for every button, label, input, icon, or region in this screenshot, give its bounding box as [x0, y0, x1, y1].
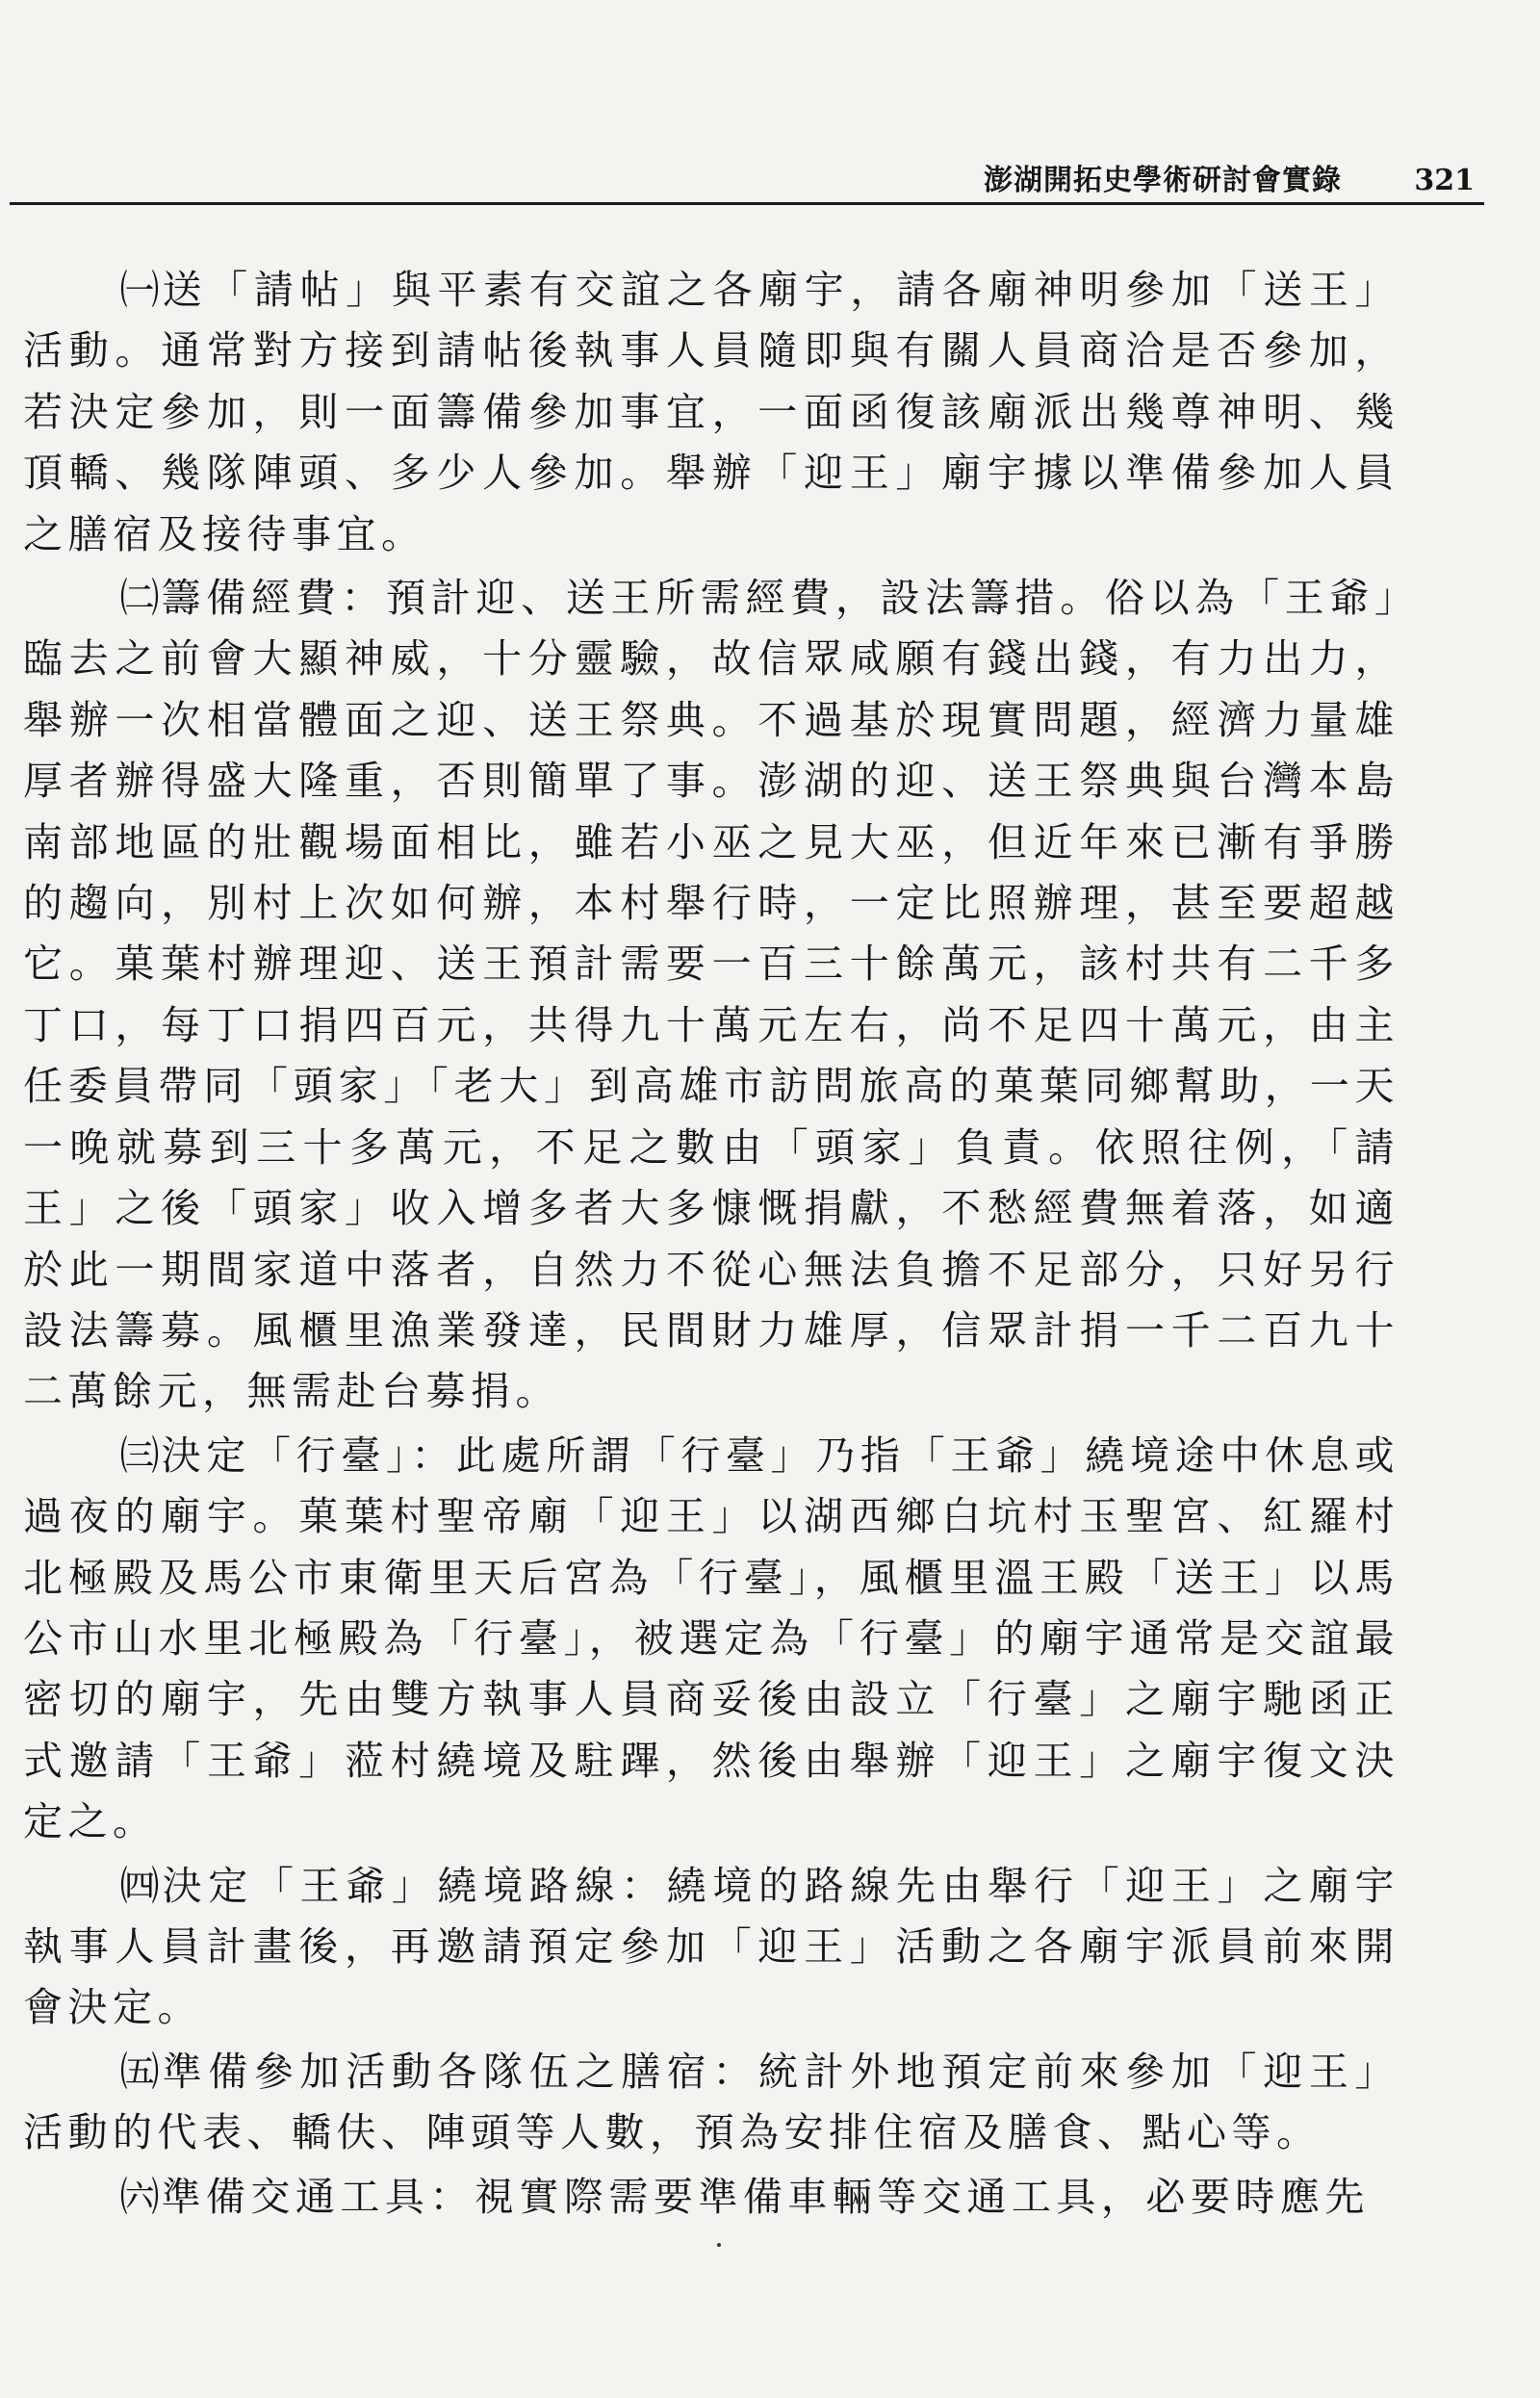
paragraph-text: 準備交通工具：視實際需要準備車輛等交通工具，必要時應先	[161, 2173, 1370, 2220]
item-marker: ㈡	[119, 575, 162, 622]
paragraph-text: 籌備經費：預計迎、送王所需經費，設法籌措。俗以為「王爺」臨去之前會大顯神威，十分靈驗，故信眾咸願有錢出錢，有力出力，舉辦一次相當體面之迎、送王祭典。不過基於現實問題，經濟力量雄厚者辦得盛大隆重，否則簡單了事。澎湖的迎、送王祭典與台灣本島南部地區的壯觀場面相比，雖若小巫之見大巫，但近年來已漸有爭勝的趨向，別村上次如何辦，本村舉行時，一定比照辦理，甚至要超越它。菓葉村辦理迎、送王預計需要一百三十餘萬元，該村共有二千多丁口，每丁口捐四百元，共得九十萬元左右，尚不足四十萬元，由主任委員帶同「頭家」「老大」到高雄市訪問旅高的菓葉同鄉幫助，一天一晚就募到三十多萬元，不足之數由「頭家」負責。依照往例，「請王」之後「頭家」收入增多者大多慷慨捐獻，不愁經費無着落，如適於此一期間家道中落者，自然力不從心無法負擔不足部分，只好另行設法籌募。風櫃里漁業發達，民間財力雄厚，信眾計捐一千二百九十二萬餘元，無需赴台募捐。	[23, 575, 1400, 1415]
paragraph-text: 準備參加活動各隊伍之膳宿：統計外地預定前來參加「迎王」活動的代表、轎伕、陣頭等人數，預為安排住宿及膳食、點心等。	[23, 2048, 1400, 2156]
item-marker: ㈤	[119, 2048, 163, 2095]
header-rule	[10, 202, 1484, 205]
item-marker: ㈥	[119, 2173, 162, 2220]
paragraph-text: 決定「行臺」：此處所謂「行臺」乃指「王爺」繞境途中休息或過夜的廟宇。菓葉村聖帝廟「迎王」以湖西鄉白坑村玉聖宮、紅羅村北極殿及馬公市東衛里天后宮為「行臺」，風櫃里溫王殿「送王」以馬公市山水里北極殿為「行臺」，被選定為「行臺」的廟宇通常是交誼最密切的廟宇，先由雙方執事人員商妥後由設立「行臺」之廟宇馳函正式邀請「王爺」蒞村繞境及駐蹕，然後由舉辦「迎王」之廟宇復文決定之。	[23, 1431, 1400, 1845]
paragraph-item-5	[23, 2042, 1399, 2164]
page-number: 321	[1414, 164, 1475, 197]
running-header	[10, 162, 1484, 200]
paragraph-item-3	[23, 1426, 1399, 1853]
item-marker: ㈣	[119, 1862, 163, 1909]
running-header-title: 澎湖開拓史學術研討會實錄	[984, 164, 1342, 197]
paragraph-item-6	[23, 2167, 1399, 2228]
print-speck	[717, 2243, 721, 2247]
paragraph-text: 送「請帖」與平素有交誼之各廟宇，請各廟神明參加「送王」活動。通常對方接到請帖後執事人員隨即與有關人員商洽是否參加，若決定參加，則一面籌備參加事宜，一面函復該廟派出幾尊神明、幾頂轎、幾隊陣頭、多少人參加。舉辦「迎王」廟宇據以準備參加人員之膳宿及接待事宜。	[23, 267, 1400, 557]
item-marker: ㈢	[119, 1431, 162, 1479]
paragraph-text: 決定「王爺」繞境路線：繞境的路線先由舉行「迎王」之廟宇執事人員計畫後，再邀請預定參加「迎王」活動之各廟宇派員前來開會決定。	[23, 1862, 1400, 2031]
body-text	[23, 260, 1399, 2230]
item-marker: ㈠	[119, 267, 163, 313]
paragraph-item-1	[23, 260, 1399, 565]
paragraph-item-2	[23, 568, 1399, 1423]
paragraph-item-4	[23, 1856, 1399, 2039]
